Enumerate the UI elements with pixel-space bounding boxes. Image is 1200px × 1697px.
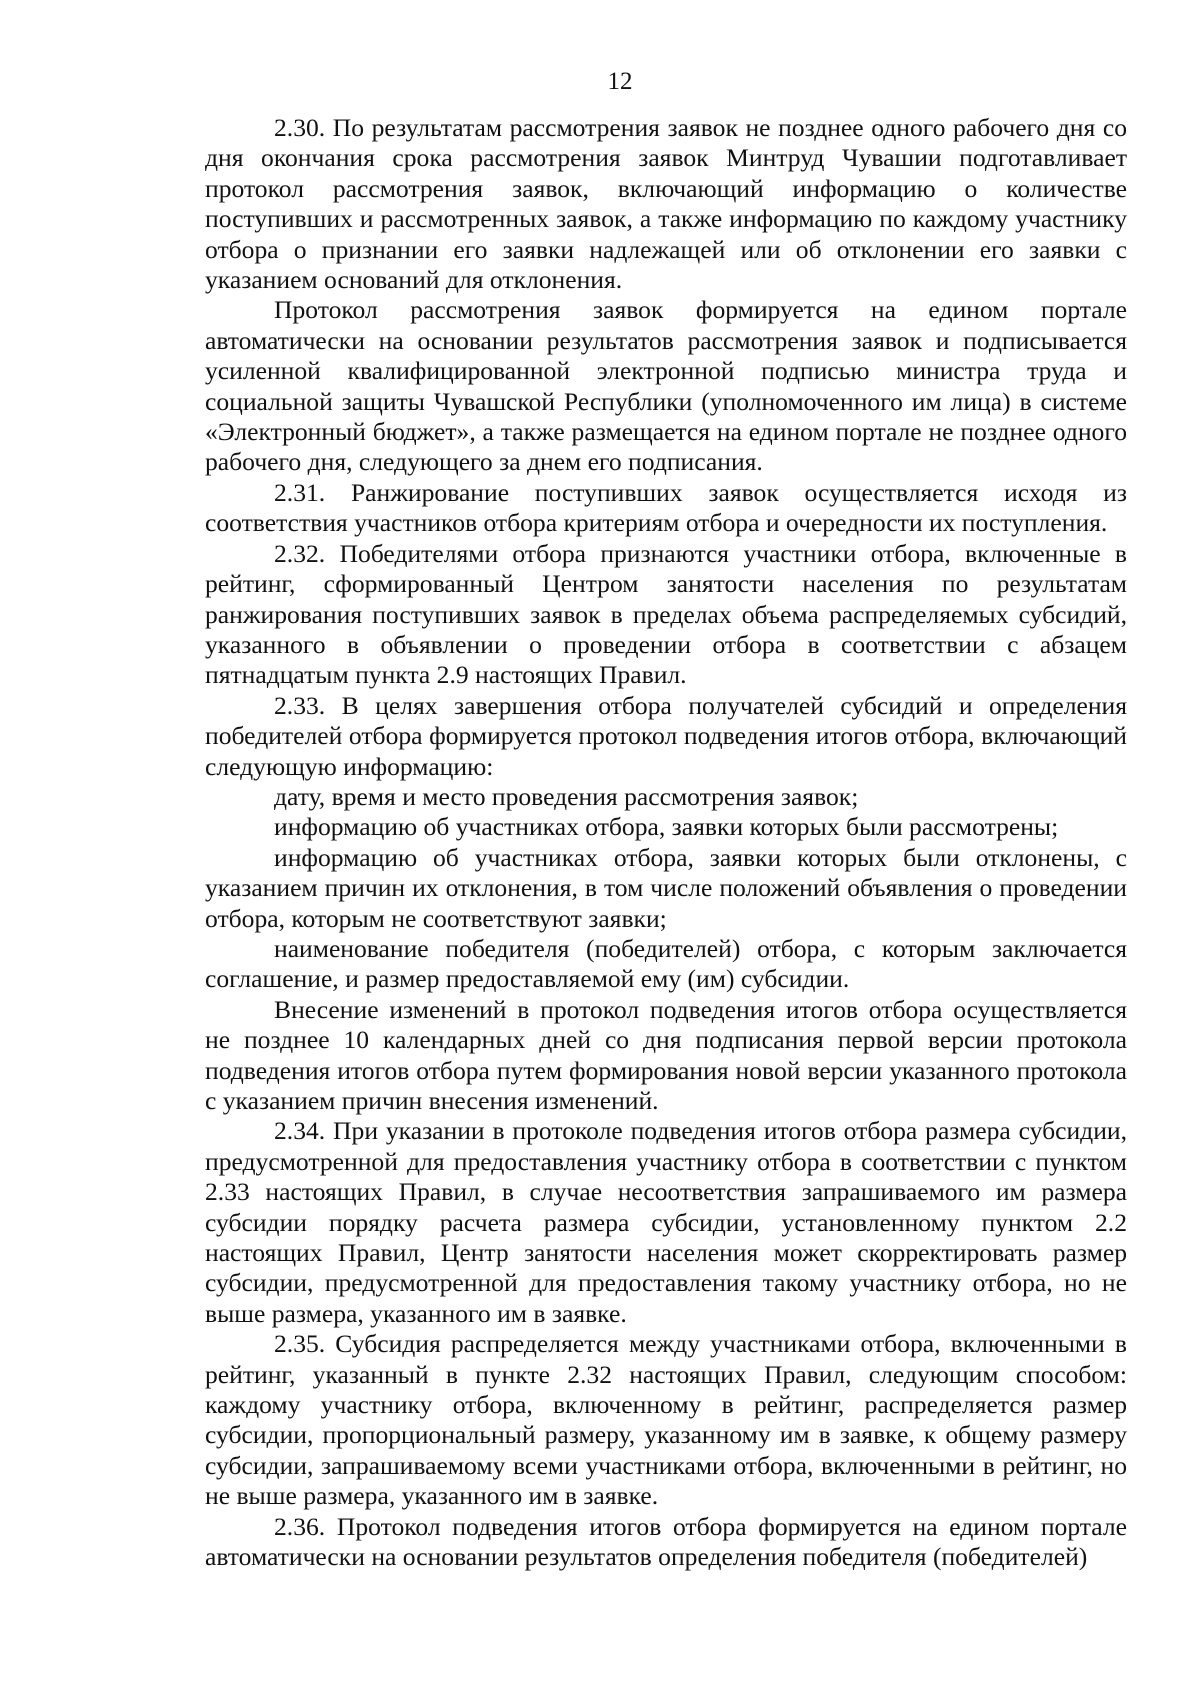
paragraph-2-30: 2.30. По результатам рассмотрения заявок не позднее одного рабочего дня со дня окончания срока рассмотрения заявок Минтруд Чувашии подготавливает протокол рассмотрения заявок, включающий информацию о количестве поступивших и рассмотренных заявок, а также информацию по каждому участнику отбора о признании его заявки надлежащей или об отклонении его заявки с указанием оснований для отклонения. [205, 113, 1127, 295]
paragraph-protocol-review: Протокол рассмотрения заявок формируется на едином портале автоматически на основании результатов рассмотрения заявок и подписывается усиленной квалифицированной электронной подписью министра труда и социальной защиты Чувашской Республики (уполномоченного им лица) в системе «Электронный бюджет», а также размещается на едином портале не позднее одного рабочего дня, следующего за днем его подписания. [205, 295, 1127, 477]
paragraph-2-36: 2.36. Протокол подведения итогов отбора формируется на едином портале автоматически на основании результатов определения победителя (победителей) [205, 1511, 1127, 1572]
page-number: 12 [607, 68, 633, 95]
list-item-rejected-participants: информацию об участниках отбора, заявки которых были отклонены, с указанием причин их отклонения, в том числе положений объявления о проведении отбора, которым не соответствуют заявки; [205, 842, 1127, 933]
paragraph-2-32: 2.32. Победителями отбора признаются участники отбора, включенные в рейтинг, сформированный Центром занятости населения по результатам ранжирования поступивших заявок в пределах объема распределяемых субсидий, указанного в объявлении о проведении отбора в соответствии с абзацем пятнадцатым пункта 2.9 настоящих Правил. [205, 538, 1127, 690]
paragraph-2-35: 2.35. Субсидия распределяется между участниками отбора, включенными в рейтинг, указанный в пункте 2.32 настоящих Правил, следующим способом: каждому участнику отбора, включенному в рейтинг, распределяется размер субсидии, пропорциональный размеру, указанному им в заявке, к общему размеру субсидии, запрашиваемому всеми участниками отбора, включенными в рейтинг, но не выше размера, указанного им в заявке. [205, 1329, 1127, 1511]
list-item-winner-name: наименование победителя (победителей) отбора, с которым заключается соглашение, и размер предоставляемой ему (им) субсидии. [205, 933, 1127, 994]
paragraph-2-34: 2.34. При указании в протоколе подведения итогов отбора размера субсидии, предусмотренной для предоставления участнику отбора в соответствии с пунктом 2.33 настоящих Правил, в случае несоответствия запрашиваемого им размера субсидии порядку расчета размера субсидии, установленному пунктом 2.2 настоящих Правил, Центр занятости населения может скорректировать размер субсидии, предусмотренной для предоставления такому участнику отбора, но не выше размера, указанного им в заявке. [205, 1116, 1127, 1328]
list-item-reviewed-participants: информацию об участниках отбора, заявки которых были рассмотрены; [274, 812, 1059, 842]
paragraph-protocol-changes: Внесение изменений в протокол подведения итогов отбора осуществляется не позднее 10 календарных дней со дня подписания первой версии протокола подведения итогов отбора путем формирования новой версии указанного протокола с указанием причин внесения изменений. [205, 994, 1127, 1115]
paragraph-2-33: 2.33. В целях завершения отбора получателей субсидий и определения победителей отбора формируется протокол подведения итогов отбора, включающий следующую информацию: [205, 690, 1127, 781]
document-body [205, 113, 1127, 1573]
list-item-date-time-place: дату, время и место проведения рассмотрения заявок; [274, 781, 859, 811]
paragraph-2-31: 2.31. Ранжирование поступивших заявок осуществляется исходя из соответствия участников отбора критериям отбора и очередности их поступления. [205, 477, 1127, 538]
